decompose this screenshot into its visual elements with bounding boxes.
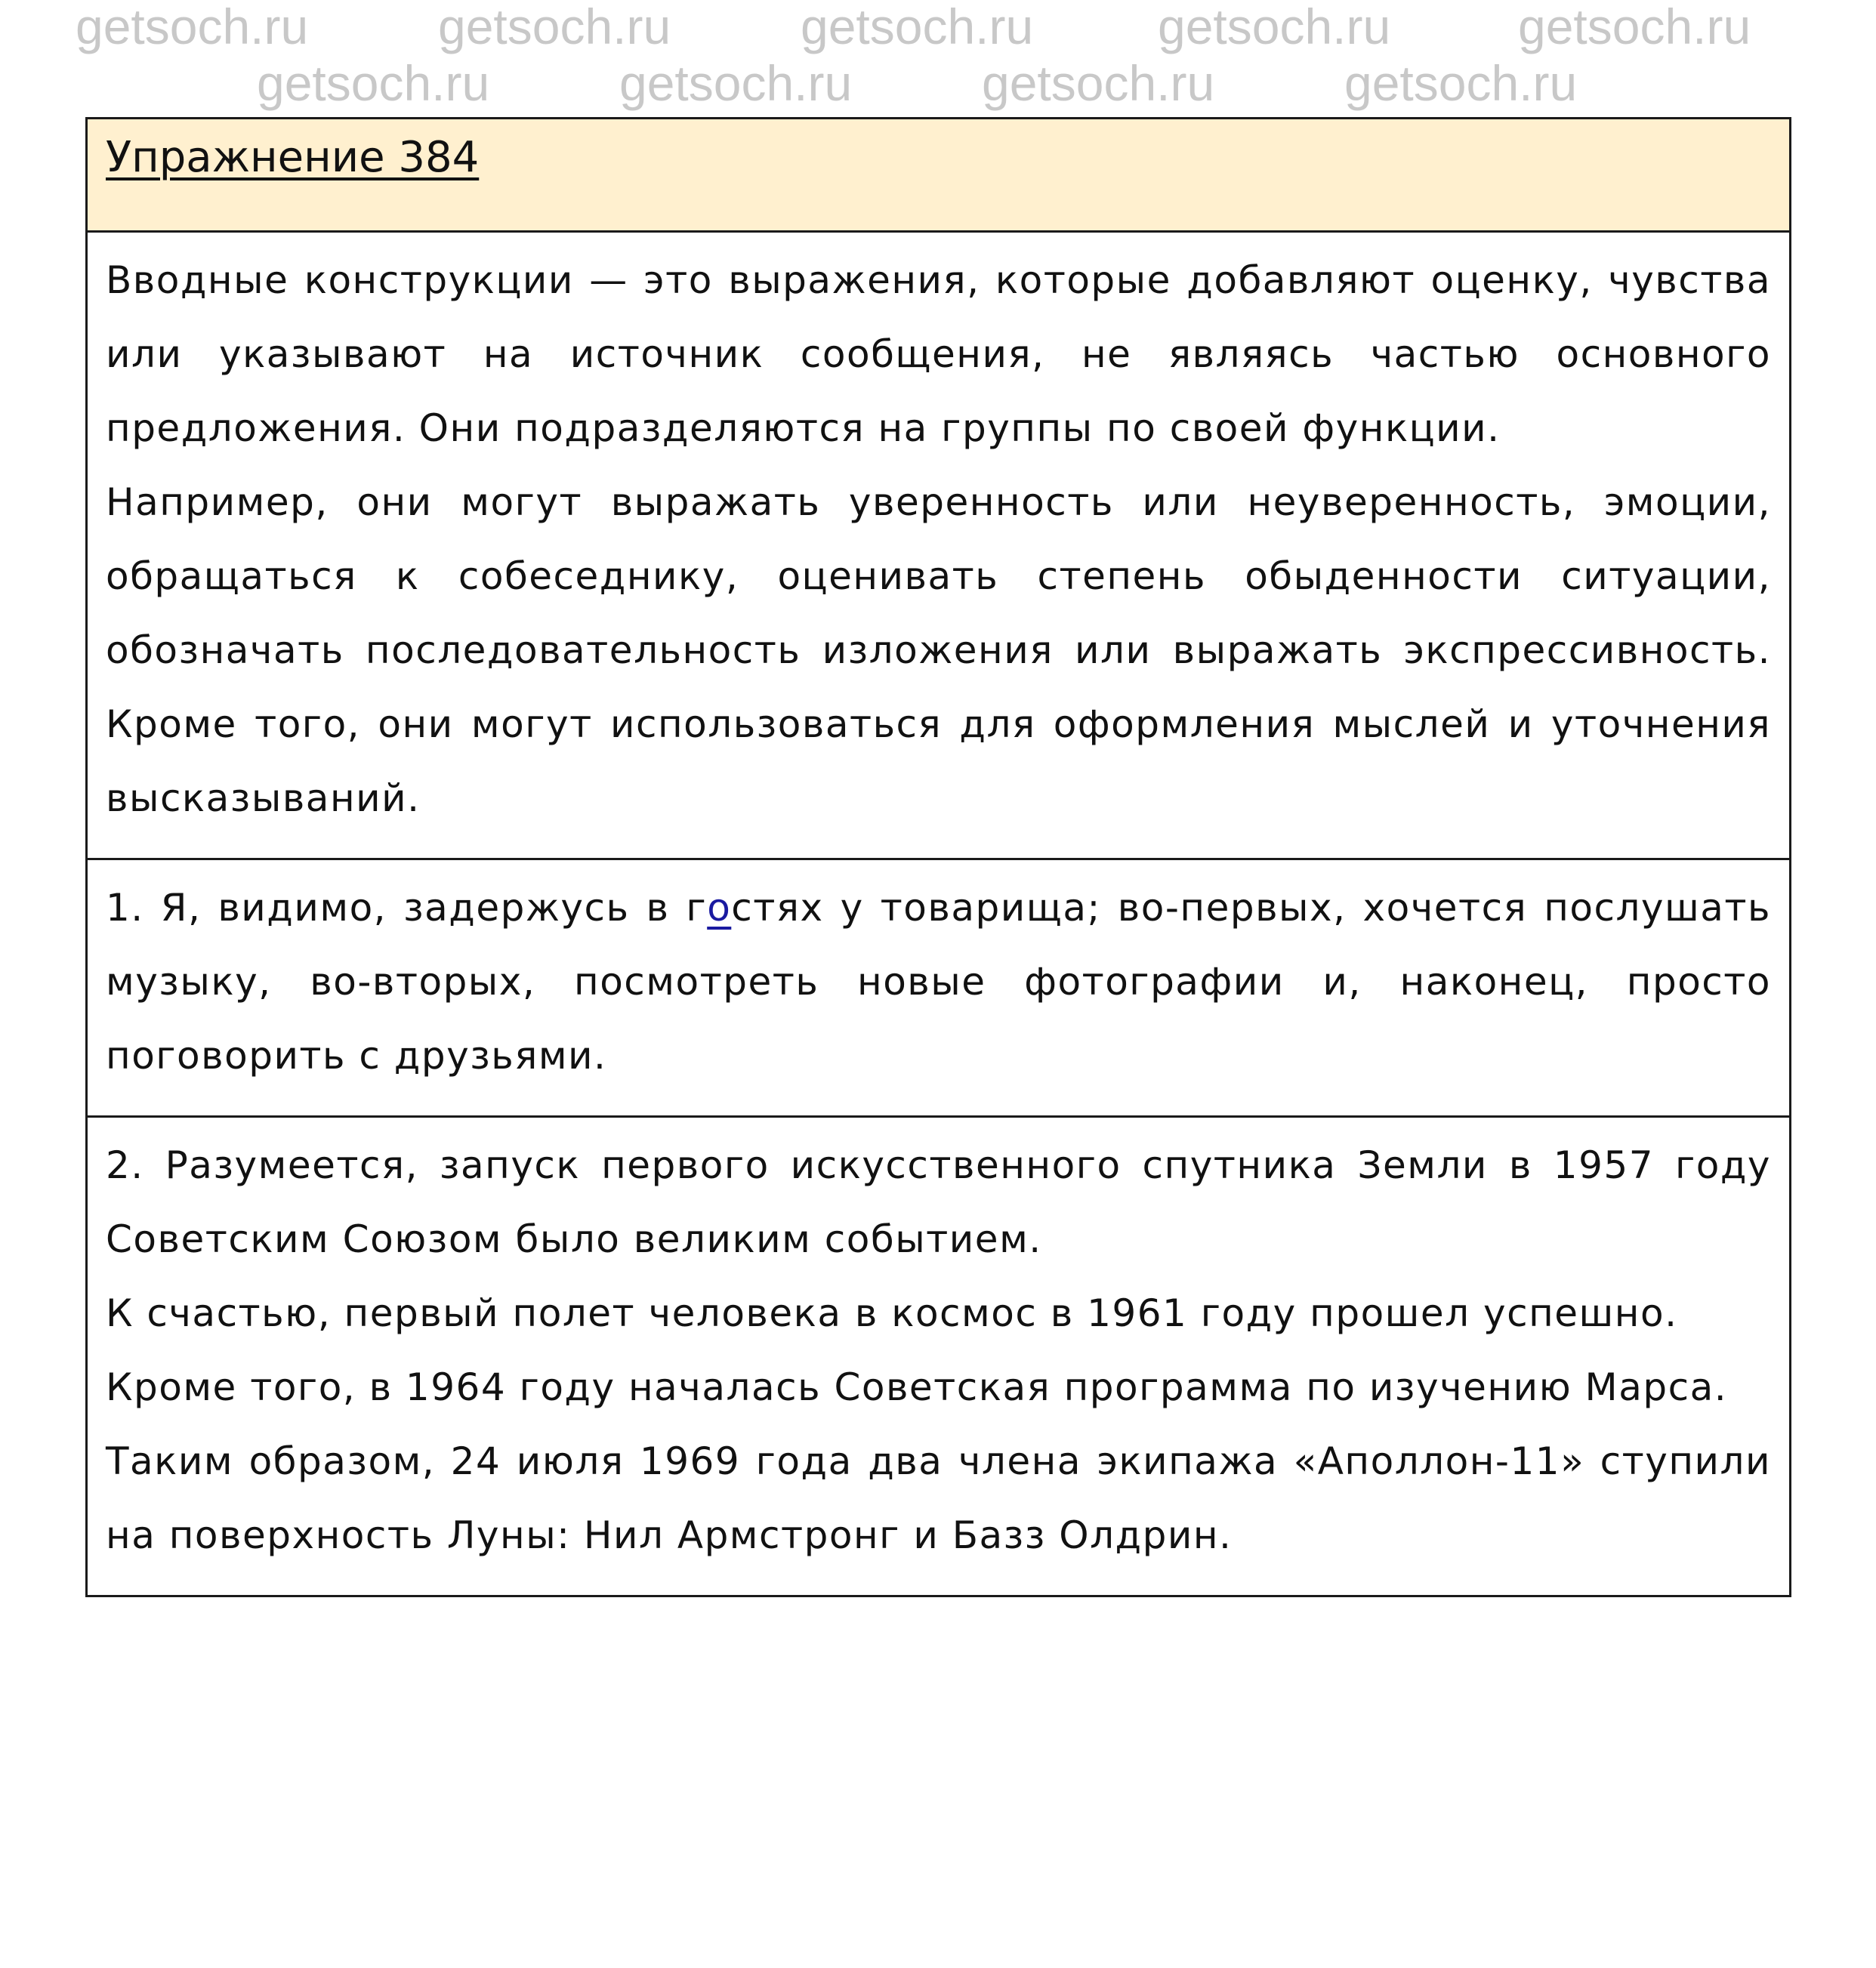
watermark: getsoch.ru bbox=[438, 0, 671, 54]
watermark: getsoch.ru bbox=[982, 55, 1215, 111]
answer-cell-1 bbox=[88, 858, 1789, 1115]
theory-paragraph: Вводные конструкции — это выражения, которые добавляют оценку, чувства или указывают на источник сообщения, не являясь частью основного предложения. Они подразделяются на группы по своей функции. bbox=[106, 258, 1771, 450]
theory-cell bbox=[88, 230, 1789, 858]
answer-paragraph bbox=[106, 871, 1771, 1093]
watermark: getsoch.ru bbox=[257, 55, 490, 111]
watermark: getsoch.ru bbox=[801, 0, 1034, 54]
exercise-header bbox=[88, 119, 1789, 230]
watermark: getsoch.ru bbox=[1518, 0, 1751, 54]
watermark: getsoch.ru bbox=[76, 0, 309, 54]
answer-paragraph: Таким образом, 24 июля 1969 года два члена экипажа «Аполлон-11» ступили на поверхность Луны: Нил Армстронг и Базз Олдрин. bbox=[106, 1439, 1771, 1557]
watermark: getsoch.ru bbox=[1344, 55, 1578, 111]
theory-paragraph: Например, они могут выражать уверенность или неуверенность, эмоции, обращаться к собеседнику, оценивать степень обыденности ситуации, обозначать последовательность изложения или выражать экспрессивность. Кроме того, они могут использоваться для оформления мыслей и уточнения высказываний. bbox=[106, 480, 1771, 820]
exercise-title[interactable]: Упражнение 384 bbox=[106, 133, 480, 182]
answer-paragraph: К счастью, первый полет человека в космос в 1961 году прошел успешно. bbox=[106, 1291, 1678, 1335]
stressed-letter-link[interactable]: о bbox=[707, 886, 732, 930]
exercise-table bbox=[85, 117, 1791, 1597]
answer-paragraph: Кроме того, в 1964 году началась Советская программа по изучению Марса. bbox=[106, 1365, 1728, 1409]
text: стях у товарища; во-первых, хочется послушать музыку, во-вторых, посмотреть новые фотографии и, наконец, просто поговорить с друзьями. bbox=[106, 886, 1772, 1078]
watermark: getsoch.ru bbox=[619, 55, 853, 111]
watermark: getsoch.ru bbox=[1158, 0, 1391, 54]
answer-paragraph: 2. Разумеется, запуск первого искусственного спутника Земли в 1957 году Советским Союзом было великим событием. bbox=[106, 1143, 1771, 1261]
text: 1. Я, видимо, задержусь в г bbox=[106, 886, 708, 930]
answer-cell-2 bbox=[88, 1115, 1789, 1595]
